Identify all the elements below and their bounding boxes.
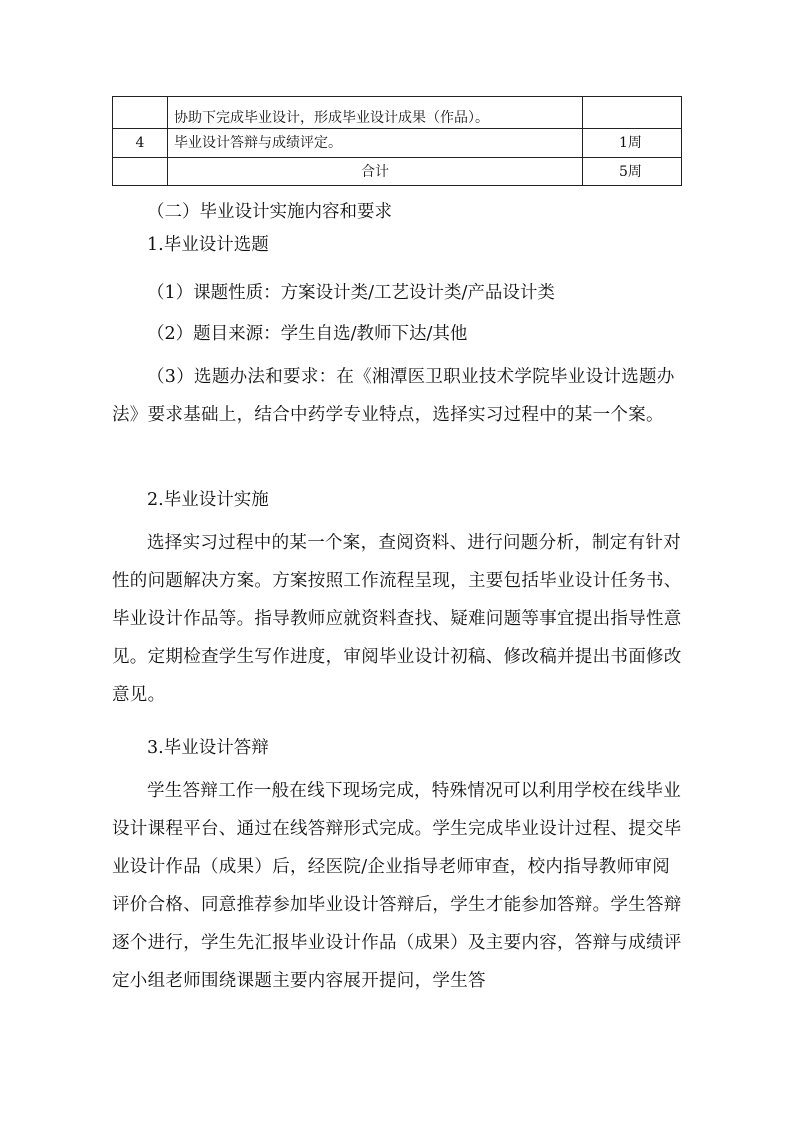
schedule-table: [112, 96, 682, 186]
total-row: [113, 158, 682, 186]
empty-cell: [113, 158, 168, 186]
sub1-item3: （3）选题办法和要求：在《湘潭医卫职业技术学院毕业设计选题办法》要求基础上，结合中药学专业特点，选择实习过程中的某一个案。: [112, 367, 675, 425]
sub2-body: 选择实习过程中的某一个案，查阅资料、进行问题分析，制定有针对性的问题解决方案。方案按照工作流程呈现，主要包括毕业设计任务书、毕业设计作品等。指导教师应就资料查找、疑难问题等事宜提出指导性意见。定期检查学生写作进度，审阅毕业设计初稿、修改稿并提出书面修改意见。: [112, 533, 682, 705]
row-number-cell: 4: [113, 129, 168, 158]
section-heading: （二）毕业设计实施内容和要求: [147, 202, 392, 222]
sub3-body: 学生答辩工作一般在线下现场完成，特殊情况可以利用学校在线毕业设计课程平台、通过在线答辩形式完成。学生完成毕业设计过程、提交毕业设计作品（成果）后，经医院/企业指导老师审查，校内指导教师审阅评价合格、同意推荐参加毕业设计答辩后，学生才能参加答辩。学生答辩逐个进行，学生先汇报毕业设计作品（成果）及主要内容，答辩与成绩评定小组老师围绕课题主要内容展开提问，学生答: [112, 781, 682, 991]
weeks-cell: 1周: [583, 129, 682, 158]
table-row: [113, 97, 682, 129]
sub1-item1: （1）课题性质：方案设计类/工艺设计类/产品设计类: [147, 283, 555, 303]
sub3-heading: 3.毕业设计答辩: [147, 738, 269, 758]
sub1-heading: 1.毕业设计选题: [147, 235, 269, 255]
row-number-cell: [113, 97, 168, 129]
sub2-heading: 2.毕业设计实施: [147, 490, 269, 510]
content-cell: 毕业设计答辩与成绩评定。: [168, 129, 583, 158]
weeks-cell: [583, 97, 682, 129]
total-weeks-cell: 5周: [583, 158, 682, 186]
table-row: [113, 129, 682, 158]
sub1-item2: （2）题目来源：学生自选/教师下达/其他: [147, 324, 468, 344]
total-label-cell: 合计: [168, 158, 583, 186]
content-cell: 协助下完成毕业设计，形成毕业设计成果（作品）。: [168, 97, 583, 129]
